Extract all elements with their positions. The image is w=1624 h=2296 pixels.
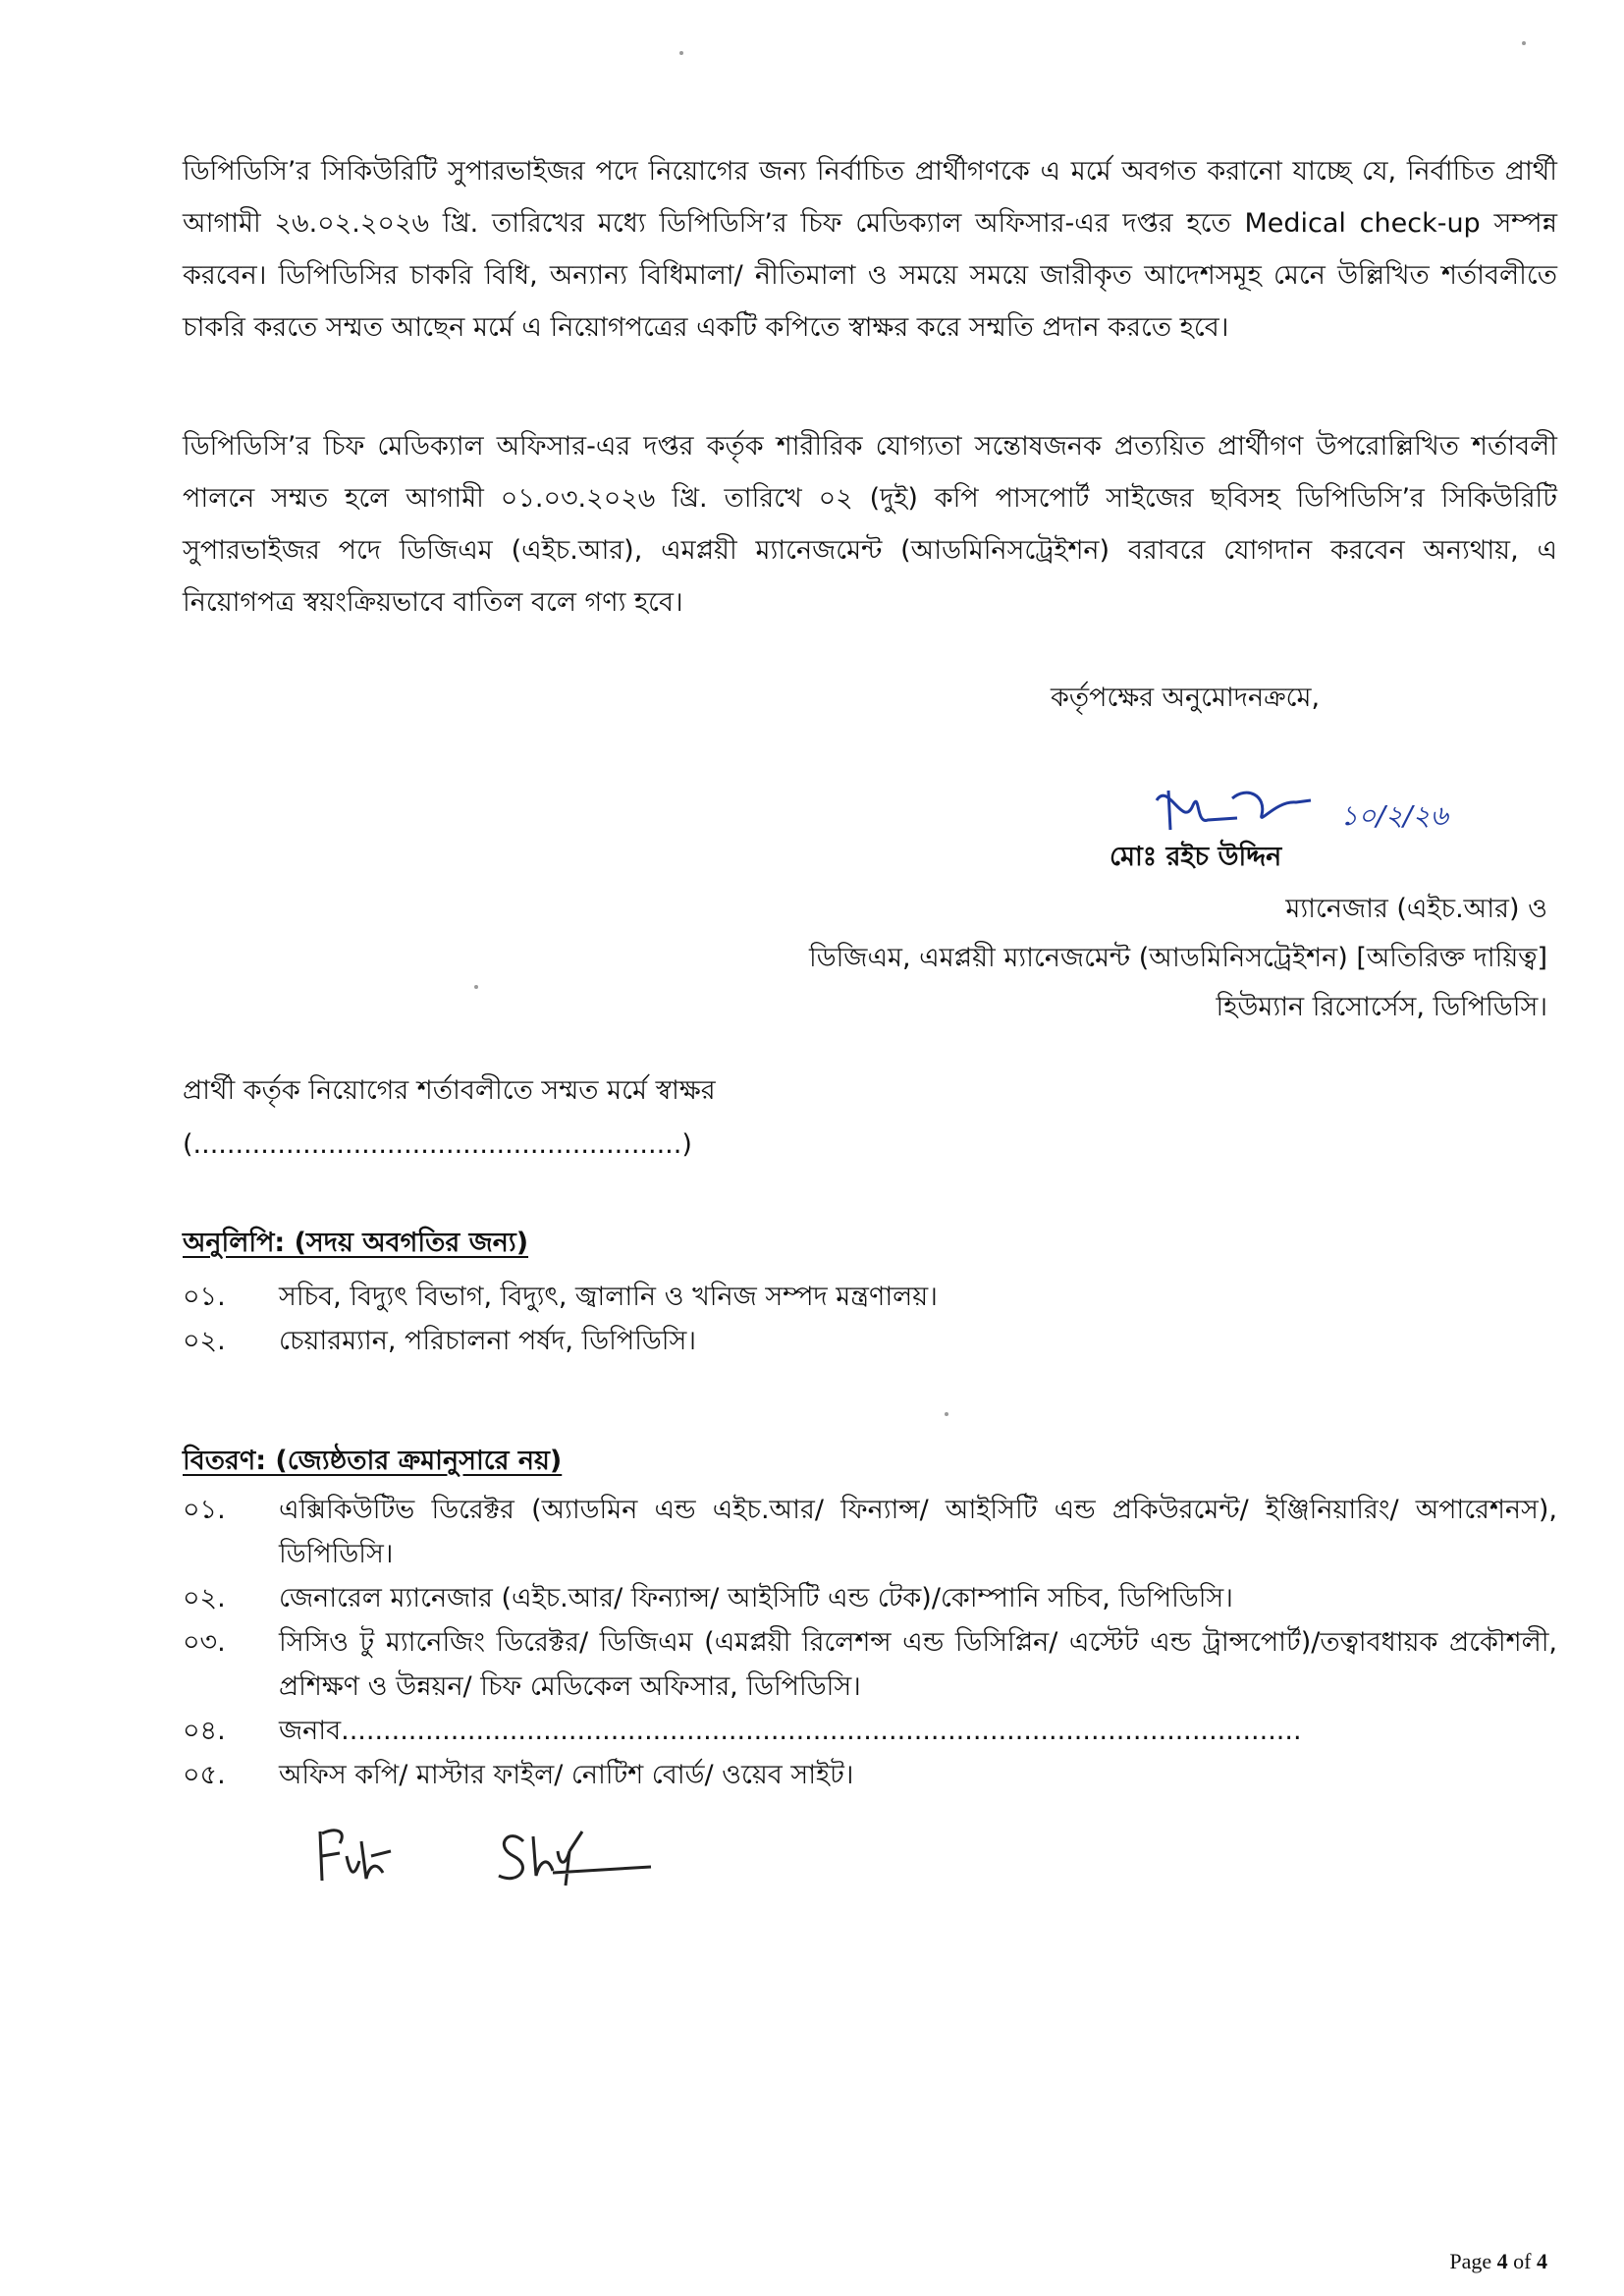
list-item [183, 1319, 1557, 1363]
list-item-text: চেয়ারম্যান, পরিচালনা পর্ষদ, ডিপিডিসি। [279, 1326, 697, 1356]
list-item-text: এক্সিকিউটিভ ডিরেক্টর (অ্যাডমিন এন্ড এইচ.আর/ ফিন্যান্স/ আইসিটি এন্ড প্রকিউরমেন্ট/ ইঞ্জিনিয়ারিং/ অপারেশনস), ডিপিডিসি। [279, 1495, 1557, 1569]
copies-list [183, 1275, 1557, 1363]
consent-signature-blank: (..........................................................) [183, 1129, 692, 1160]
distribution-heading: বিতরণ: (জ্যেষ্ঠতার ক্রমানুসারে নয়) [183, 1446, 563, 1476]
page-number: Page 4 of 4 [1449, 2249, 1547, 2273]
copies-heading: অনুলিপি: (সদয় অবগতির জন্য) [183, 1228, 529, 1258]
list-item-text: সচিব, বিদ্যুৎ বিভাগ, বিদ্যুৎ, জ্বালানি ও খনিজ সম্পদ মন্ত্রণালয়। [279, 1282, 938, 1312]
list-item-number: ০৫. [183, 1760, 226, 1790]
distribution-list [183, 1488, 1557, 1797]
signatory-designation-2: ডিজিএম, এমপ্লয়ী ম্যানেজমেন্ট (আডমিনিসট্রেইশন) [অতিরিক্ত দায়িত্ব] [808, 943, 1547, 973]
list-item-text: অফিস কপি/ মাস্টার ফাইল/ নোটিশ বোর্ড/ ওয়েব সাইট। [279, 1760, 854, 1790]
list-item [183, 1576, 1557, 1620]
scan-speck [679, 51, 683, 55]
list-item-text: জেনারেল ম্যানেজার (এইচ.আর/ ফিন্যান্স/ আইসিটি এন্ড টেক)/কোম্পানি সচিব, ডিপিডিসি। [279, 1583, 1233, 1613]
list-item [183, 1488, 1557, 1576]
approval-line: কর্তৃপক্ষের অনুমোদনক্রমে, [1051, 683, 1321, 713]
body-paragraph-2: ডিপিডিসি’র চিফ মেডিক্যাল অফিসার-এর দপ্তর কর্তৃক শারীরিক যোগ্যতা সন্তোষজনক প্রত্যয়িত প্রার্থীগণ উপরোল্লিখিত শর্তাবলী পালনে সম্মত হলে আগামী ০১.০৩.২০২৬ খ্রি. তারিখে ০২ (দুই) কপি পাসপোর্ট সাইজের ছবিসহ ডিপিডিসি’র সিকিউরিটি সুপারভাইজর পদে ডিজিএম (এইচ.আর), এমপ্লয়ী ম্যানেজমেন্ট (আডমিনিসট্রেইশন) বরাবরে যোগদান করবেন অন্যথায়, এ নিয়োগপত্র স্বয়ংক্রিয়ভাবে বাতিল বলে গণ্য হবে। [183, 431, 1557, 618]
list-item [183, 1753, 1557, 1797]
list-item-number: ০১. [183, 1282, 226, 1312]
scan-speck [474, 985, 478, 989]
list-item-text: জনাব.................................................................................................................. [279, 1716, 1302, 1746]
list-item-number: ০৪. [183, 1716, 226, 1746]
handwritten-initials [312, 1812, 666, 1900]
consent-label: প্রার্থী কর্তৃক নিয়োগের শর্তাবলীতে সম্মত মর্মে স্বাক্ষর [183, 1075, 716, 1106]
list-item-text: সিসিও টু ম্যানেজিং ডিরেক্টর/ ডিজিএম (এমপ্লয়ী রিলেশন্স এন্ড ডিসিপ্লিন/ এস্টেট এন্ড ট্রান্সপোর্ট)/তত্বাবধায়ক প্রকৌশলী, প্রশিক্ষণ ও উন্নয়ন/ চিফ মেডিকেল অফিসার, ডিপিডিসি। [279, 1627, 1557, 1702]
list-item-number: ০২. [183, 1583, 226, 1613]
list-item-number: ০২. [183, 1326, 226, 1356]
list-item [183, 1275, 1557, 1319]
signatory-department: হিউম্যান রিসোর্সেস, ডিপিডিসি। [1216, 992, 1547, 1022]
list-item-number: ০৩. [183, 1627, 226, 1658]
signatory-designation-1: ম্যানেজার (এইচ.আর) ও [1285, 894, 1547, 924]
signatory-name: মোঃ রইচ উদ্দিন [1110, 842, 1282, 872]
body-paragraph-1: ডিপিডিসি’র সিকিউরিটি সুপারভাইজর পদে নিয়োগের জন্য নির্বাচিত প্রার্থীগণকে এ মর্মে অবগত করানো যাচ্ছে যে, নির্বাচিত প্রার্থী আগামী ২৬.০২.২০২৬ খ্রি. তারিখের মধ্যে ডিপিডিসি’র চিফ মেডিক্যাল অফিসার-এর দপ্তর হতে Medical check-up সম্পন্ন করবেন। ডিপিডিসির চাকরি বিধি, অন্যান্য বিধিমালা/ নীতিমালা ও সময়ে সময়ে জারীকৃত আদেশসমূহ মেনে উল্লিখিত শর্তাবলীতে চাকরি করতে সম্মত আছেন মর্মে এ নিয়োগপত্রের একটি কপিতে স্বাক্ষর করে সম্মতি প্রদান করতে হবে। [183, 156, 1557, 343]
list-item [183, 1709, 1557, 1753]
list-item [183, 1620, 1557, 1709]
scan-speck [945, 1412, 948, 1416]
signature-date: ১০/২/২৬ [1340, 799, 1448, 832]
list-item-number: ০১. [183, 1495, 226, 1525]
scan-speck [1522, 41, 1526, 45]
